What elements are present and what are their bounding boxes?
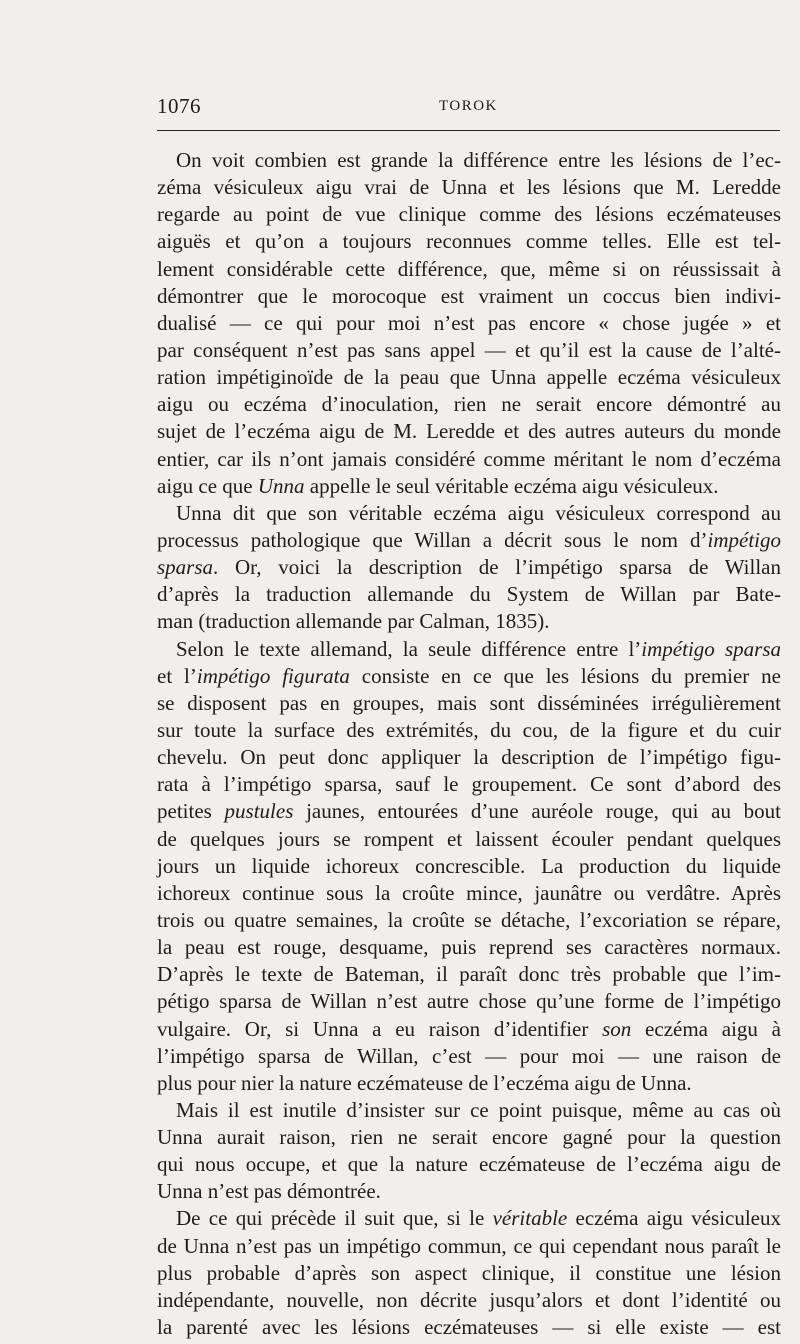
text-segment: ration impétiginoïde de la peau que Unna appelle eczéma vésiculeux bbox=[157, 365, 781, 390]
page-header bbox=[157, 94, 782, 124]
text-segment: sur toute la surface des extrémités, du cou, de la figure et du cuir bbox=[157, 717, 781, 742]
page-number: 1076 bbox=[157, 94, 201, 118]
text-line bbox=[157, 1205, 781, 1232]
text-line bbox=[157, 310, 781, 337]
text-segment: Unna dit que son véritable eczéma aigu vésiculeux correspond au bbox=[176, 500, 781, 525]
text-line bbox=[157, 1151, 781, 1178]
text-segment: sujet de l’eczéma aigu de M. Leredde et des autres auteurs du monde bbox=[157, 419, 781, 444]
text-segment: entier, car ils n’ont jamais considéré comme méritant le nom d’eczéma bbox=[157, 446, 781, 471]
text-line bbox=[157, 1287, 781, 1314]
text-segment: dualisé — ce qui pour moi n’est pas encore « chose jugée » et bbox=[157, 310, 781, 335]
text-segment: De ce qui précède il suit que, si le bbox=[176, 1206, 493, 1231]
text-line bbox=[157, 934, 781, 961]
text-segment: lement considérable cette différence, que, même si on réussissait à bbox=[157, 256, 781, 281]
text-segment: petites bbox=[157, 799, 225, 824]
text-line bbox=[157, 1016, 781, 1043]
text-segment: D’après le texte de Bateman, il paraît donc très probable que l’im- bbox=[157, 962, 781, 987]
italic-term: impétigo figurata bbox=[196, 663, 350, 688]
text-segment: la peau est rouge, desquame, puis reprend ses caractères normaux. bbox=[157, 935, 781, 960]
text-line bbox=[157, 798, 781, 825]
text-segment: eczéma aigu vésiculeux bbox=[567, 1206, 781, 1231]
text-line bbox=[157, 337, 781, 364]
text-segment: de quelques jours se rompent et laissent écouler pendant quelques bbox=[157, 826, 781, 851]
text-segment: Unna n’est pas démontrée. bbox=[157, 1179, 381, 1204]
text-line bbox=[157, 500, 781, 527]
text-line bbox=[157, 201, 781, 228]
text-line bbox=[157, 717, 781, 744]
italic-term: sparsa bbox=[157, 555, 214, 580]
text-line bbox=[157, 446, 781, 473]
italic-term: impétigo bbox=[707, 527, 781, 552]
text-segment: jaunes, entourées d’une auréole rouge, qui au bout bbox=[293, 799, 781, 824]
running-head: TOROK bbox=[439, 98, 498, 114]
header-rule bbox=[157, 130, 780, 131]
text-segment: trois ou quatre semaines, la croûte se détache, l’excoriation se répare, bbox=[157, 907, 781, 932]
text-line bbox=[157, 1043, 781, 1070]
text-segment: Unna aurait raison, rien ne serait encore gagné pour la question bbox=[157, 1125, 781, 1150]
text-line bbox=[157, 473, 781, 500]
text-segment: indépendante, nouvelle, non décrite jusqu’alors et dont l’identité ou bbox=[157, 1287, 781, 1312]
text-line bbox=[157, 364, 781, 391]
text-line bbox=[157, 581, 781, 608]
text-segment: jours un liquide ichoreux concrescible. La production du liquide bbox=[157, 853, 781, 878]
text-segment: vulgaire. Or, si Unna a eu raison d’identifier bbox=[157, 1016, 603, 1041]
text-segment: chevelu. On peut donc appliquer la description de l’impétigo figu- bbox=[157, 745, 781, 770]
text-line bbox=[157, 228, 781, 255]
text-line bbox=[157, 418, 781, 445]
text-segment: par conséquent n’est pas sans appel — et qu’il est la cause de l’alté- bbox=[157, 337, 781, 362]
text-segment: qui nous occupe, et que la nature eczémateuse de l’eczéma aigu de bbox=[157, 1152, 781, 1177]
text-line bbox=[157, 1097, 781, 1124]
text-line bbox=[157, 1314, 781, 1341]
text-segment: consiste en ce que les lésions du premier ne bbox=[349, 663, 781, 688]
text-segment: processus pathologique que Willan a décrit sous le nom d’ bbox=[157, 527, 708, 552]
text-segment: Mais il est inutile d’insister sur ce point puisque, même au cas où bbox=[176, 1097, 781, 1122]
text-segment: regarde au point de vue clinique comme des lésions eczémateuses bbox=[157, 202, 781, 227]
text-line bbox=[157, 690, 781, 717]
italic-term: pustules bbox=[224, 799, 294, 824]
text-segment: rata à l’impétigo sparsa, sauf le groupement. Ce sont d’abord des bbox=[157, 772, 781, 797]
text-segment: plus probable d’après son aspect clinique, il constitue une lésion bbox=[157, 1260, 781, 1285]
text-line bbox=[157, 527, 781, 554]
text-line bbox=[157, 1124, 781, 1151]
text-line bbox=[157, 961, 781, 988]
body-text bbox=[157, 147, 781, 1341]
text-line bbox=[157, 663, 781, 690]
text-line bbox=[157, 283, 781, 310]
text-segment: man (traduction allemande par Calman, 1835). bbox=[157, 609, 550, 634]
italic-term: Unna bbox=[257, 473, 305, 498]
text-line bbox=[157, 554, 781, 581]
text-line bbox=[157, 174, 781, 201]
italic-term: son bbox=[602, 1016, 632, 1041]
text-line bbox=[157, 391, 781, 418]
italic-term: véritable bbox=[492, 1206, 568, 1231]
text-line bbox=[157, 147, 781, 174]
text-segment: On voit combien est grande la différence entre les lésions de l’ec- bbox=[176, 148, 781, 172]
text-segment: aigu ou eczéma d’inoculation, rien ne serait encore démontré au bbox=[157, 392, 781, 417]
text-line bbox=[157, 256, 781, 283]
text-line bbox=[157, 988, 781, 1015]
text-segment: de Unna n’est pas un impétigo commun, ce qui cependant nous paraît le bbox=[157, 1233, 781, 1258]
text-segment: eczéma aigu à bbox=[631, 1016, 781, 1041]
text-line bbox=[157, 744, 781, 771]
text-segment: l’impétigo sparsa de Willan, c’est — pour moi — une raison de bbox=[157, 1043, 781, 1068]
text-segment: d’après la traduction allemande du System de Willan par Bate- bbox=[157, 582, 781, 607]
text-line bbox=[157, 1260, 781, 1287]
italic-term: impétigo sparsa bbox=[641, 636, 781, 661]
text-line bbox=[157, 1233, 781, 1260]
text-segment: ichoreux continue sous la croûte mince, jaunâtre ou verdâtre. Après bbox=[157, 880, 781, 905]
text-line bbox=[157, 853, 781, 880]
text-segment: aigu ce que bbox=[157, 473, 258, 498]
text-segment: aiguës et qu’on a toujours reconnues comme telles. Elle est tel- bbox=[157, 229, 781, 254]
text-segment: Selon le texte allemand, la seule différence entre l’ bbox=[176, 636, 642, 661]
text-line bbox=[157, 608, 781, 635]
text-segment: appelle le seul véritable eczéma aigu vésiculeux. bbox=[304, 473, 719, 498]
text-segment: se disposent pas en groupes, mais sont disséminées irrégulièrement bbox=[157, 690, 781, 715]
text-line bbox=[157, 636, 781, 663]
text-segment: pétigo sparsa de Willan n’est autre chose qu’une forme de l’impétigo bbox=[157, 989, 781, 1014]
text-segment: démontrer que le morocoque est vraiment un coccus bien indivi- bbox=[157, 283, 781, 308]
text-segment: plus pour nier la nature eczémateuse de l’eczéma aigu de Unna. bbox=[157, 1070, 692, 1095]
text-segment: la parenté avec les lésions eczémateuses — si elle existe — est bbox=[157, 1315, 781, 1340]
text-line bbox=[157, 826, 781, 853]
text-line bbox=[157, 907, 781, 934]
text-line bbox=[157, 771, 781, 798]
text-line bbox=[157, 1178, 781, 1205]
text-line bbox=[157, 1070, 781, 1097]
text-line bbox=[157, 880, 781, 907]
text-segment: zéma vésiculeux aigu vrai de Unna et les lésions que M. Leredde bbox=[157, 175, 781, 200]
text-segment: . Or, voici la description de l’impétigo sparsa de Willan bbox=[213, 555, 781, 580]
text-segment: et l’ bbox=[157, 663, 197, 688]
